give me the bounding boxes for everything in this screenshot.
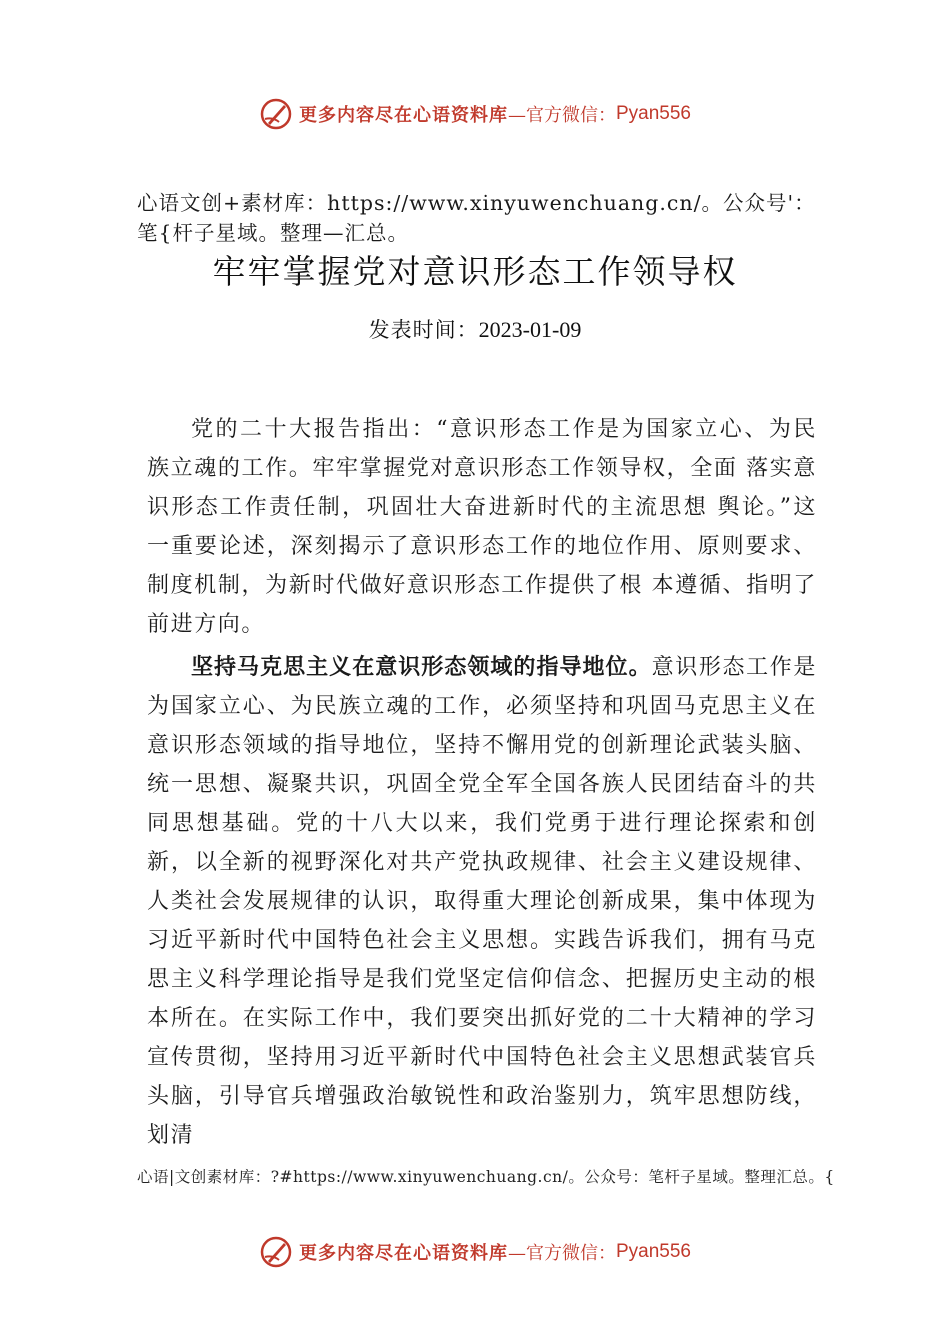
footer-banner-wechat-id: Pyan556: [615, 1241, 691, 1262]
banner-title: 更多内容尽在心语资料库: [298, 105, 508, 126]
header-banner: [0, 94, 950, 134]
article-title: 牢牢掌握党对意识形态工作领导权: [212, 252, 738, 291]
footer-banner-separator: —官方微信：: [507, 1243, 616, 1264]
paragraph-2-body: 意识形态工作是为国家立心、为民族立魂的工作，必须坚持和巩固马克思主义在意识形态领域的指导地位，坚持不懈用党的创新理论武装头脑、统一思想、凝聚共识，巩固全党全军全国各族人民团结奋斗的共同思想基础。党的十八大以来，我们党勇于进行理论探索和创新，以全新的视野深化对共产党执政规律、社会主义建设规律、人类社会发展规律的认识，取得重大理论创新成果，集中体现为习近平新时代中国特色社会主义思想。实践告诉我们，拥有马克思主义科学理论指导是我们党坚定信仰信念、把握历史主动的根本所在。在实际工作中，我们要突出抓好党的二十大精神的学习宣传贯彻，坚持用习近平新时代中国特色社会主义思想武装官兵头脑，引导官兵增强政治敏锐性和政治鉴别力，筑牢思想防线，划清: [147, 655, 817, 1148]
article-paragraph-2: [147, 648, 817, 1160]
banner-separator: —官方微信：: [507, 105, 616, 126]
banner-wechat-id: Pyan556: [615, 103, 691, 124]
footer-banner-title: 更多内容尽在心语资料库: [298, 1243, 508, 1264]
quill-pen-logo-icon: [259, 97, 293, 131]
source-line-bottom: 心语|文创素材库：?#https://www.xinyuwenchuang.cn/。公众号：笔杆子星域。整理汇总。{: [137, 1168, 835, 1186]
quill-pen-logo-icon: [259, 1235, 293, 1269]
paragraph-1-text: 党的二十大报告指出：“意识形态工作是为国家立心、为民族立魂的工作。牢牢掌握党对意识形态工作领导权，全面 落实意识形态工作责任制，巩固壮大奋进新时代的主流思想 舆论。”这一重要论述，深刻揭示了意识形态工作的地位作用、原则要求、制度机制，为新时代做好意识形态工作提供了根 本遵循、指明了前进方向。: [147, 417, 817, 637]
paragraph-2-text: [147, 648, 817, 1155]
paragraph-2-lead: 坚持马克思主义在意识形态领域的指导地位。: [191, 655, 652, 680]
footer-banner: [0, 1232, 950, 1272]
source-line-top: 心语文创+素材库：https://www.xinyuwenchuang.cn/。公众号'：笔{杆子星域。整理—汇总。: [137, 191, 816, 245]
article-paragraph-1: [147, 410, 817, 644]
publish-date: [0, 314, 950, 344]
publish-date-value: 2023-01-09: [478, 317, 582, 342]
publish-date-label: 发表时间：: [368, 318, 479, 342]
